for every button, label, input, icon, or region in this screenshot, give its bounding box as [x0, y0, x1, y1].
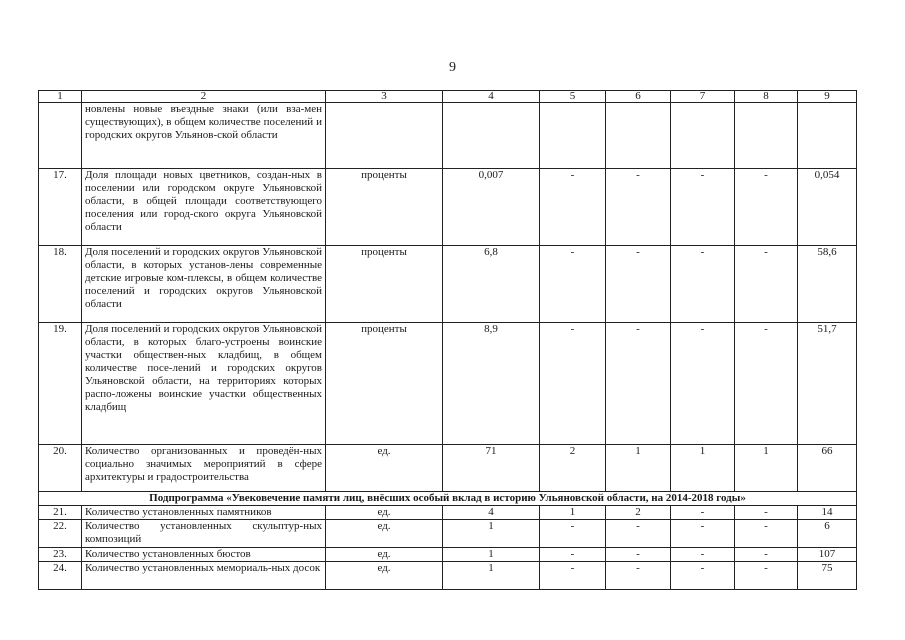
column-header: 3 [326, 91, 443, 103]
unit: ед. [326, 506, 443, 520]
page-number: 9 [449, 60, 456, 75]
table-row [39, 246, 857, 323]
indicator-name: Количество установленных бюстов [82, 548, 326, 562]
table-row [39, 169, 857, 246]
value-col-7: - [671, 323, 735, 445]
value-col-8: - [735, 562, 798, 590]
unit: ед. [326, 445, 443, 492]
indicator-name: Доля поселений и городских округов Ульяновской области, в которых благо-устроены воинские участки обществен-ных кладбищ, в общем количестве посе-лений и городских округов Ульяновской области, на территориях которых распо-ложены воинские участки общественных кладбищ [82, 323, 326, 445]
value-col-5: - [540, 169, 606, 246]
row-number: 21. [39, 506, 82, 520]
value-col-9: 58,6 [798, 246, 857, 323]
value-col-5: - [540, 548, 606, 562]
value-col-9 [798, 103, 857, 169]
indicator-name: Количество организованных и проведён-ных социально значимых мероприятий в сфере архитектуры и градостроительства [82, 445, 326, 492]
value-col-5: - [540, 520, 606, 548]
column-header: 4 [443, 91, 540, 103]
value-col-9: 66 [798, 445, 857, 492]
indicator-name: Доля площади новых цветников, создан-ных в поселении или городском округе Ульяновской области, в общей площади соответствующего поселения или город-ского округа Ульяновской области [82, 169, 326, 246]
unit: проценты [326, 323, 443, 445]
column-header: 8 [735, 91, 798, 103]
row-number: 19. [39, 323, 82, 445]
table-row [39, 506, 857, 520]
subprogram-title: Подпрограмма «Увековечение памяти лиц, внёсших особый вклад в историю Ульяновской области, на 2014-2018 годы» [39, 492, 857, 506]
table-row [39, 520, 857, 548]
column-header: 6 [606, 91, 671, 103]
unit: проценты [326, 169, 443, 246]
indicator-name: Доля поселений и городских округов Ульяновской области, в которых установ-лены современные детские игровые ком-плексы, в общем количестве поселений и городских округов Ульяновской области [82, 246, 326, 323]
value-col-8: - [735, 520, 798, 548]
value-col-6: - [606, 169, 671, 246]
value-col-4: 6,8 [443, 246, 540, 323]
subprogram-row [39, 492, 857, 506]
value-col-9: 0,054 [798, 169, 857, 246]
indicator-name: Количество установленных скульптур-ных композиций [82, 520, 326, 548]
value-col-5: - [540, 246, 606, 323]
value-col-8 [735, 103, 798, 169]
table-row [39, 103, 857, 169]
value-col-4: 71 [443, 445, 540, 492]
row-number: 22. [39, 520, 82, 548]
indicator-name: новлены новые въездные знаки (или вза-мен существующих), в общем количестве поселений и городских округов Ульянов-ской области [82, 103, 326, 169]
value-col-8: - [735, 548, 798, 562]
row-number: 18. [39, 246, 82, 323]
unit: проценты [326, 246, 443, 323]
value-col-9: 107 [798, 548, 857, 562]
row-number: 17. [39, 169, 82, 246]
value-col-8: - [735, 169, 798, 246]
column-number-row [39, 91, 857, 103]
value-col-5: 1 [540, 506, 606, 520]
value-col-8: 1 [735, 445, 798, 492]
value-col-6: - [606, 246, 671, 323]
value-col-9: 75 [798, 562, 857, 590]
value-col-5: - [540, 562, 606, 590]
value-col-7: - [671, 246, 735, 323]
value-col-8: - [735, 506, 798, 520]
value-col-7: 1 [671, 445, 735, 492]
indicator-name: Количество установленных памятников [82, 506, 326, 520]
value-col-7: - [671, 548, 735, 562]
unit: ед. [326, 548, 443, 562]
column-header: 9 [798, 91, 857, 103]
value-col-6: - [606, 548, 671, 562]
column-header: 5 [540, 91, 606, 103]
value-col-8: - [735, 323, 798, 445]
value-col-6: 1 [606, 445, 671, 492]
value-col-4: 4 [443, 506, 540, 520]
value-col-6: - [606, 562, 671, 590]
value-col-5 [540, 103, 606, 169]
value-col-7: - [671, 562, 735, 590]
table-row [39, 562, 857, 590]
row-number: 23. [39, 548, 82, 562]
value-col-4: 1 [443, 562, 540, 590]
value-col-4 [443, 103, 540, 169]
unit [326, 103, 443, 169]
value-col-4: 8,9 [443, 323, 540, 445]
value-col-6 [606, 103, 671, 169]
value-col-7: - [671, 169, 735, 246]
value-col-7 [671, 103, 735, 169]
value-col-6: 2 [606, 506, 671, 520]
value-col-7: - [671, 506, 735, 520]
table-row [39, 323, 857, 445]
value-col-6: - [606, 520, 671, 548]
value-col-4: 1 [443, 548, 540, 562]
column-header: 2 [82, 91, 326, 103]
value-col-7: - [671, 520, 735, 548]
value-col-5: 2 [540, 445, 606, 492]
value-col-9: 51,7 [798, 323, 857, 445]
indicators-table [38, 90, 857, 590]
unit: ед. [326, 520, 443, 548]
value-col-9: 14 [798, 506, 857, 520]
row-number: 20. [39, 445, 82, 492]
column-header: 7 [671, 91, 735, 103]
value-col-8: - [735, 246, 798, 323]
column-header: 1 [39, 91, 82, 103]
value-col-5: - [540, 323, 606, 445]
table-row [39, 445, 857, 492]
value-col-4: 0,007 [443, 169, 540, 246]
unit: ед. [326, 562, 443, 590]
row-number: 24. [39, 562, 82, 590]
value-col-9: 6 [798, 520, 857, 548]
table-row [39, 548, 857, 562]
row-number [39, 103, 82, 169]
indicator-name: Количество установленных мемориаль-ных досок [82, 562, 326, 590]
value-col-4: 1 [443, 520, 540, 548]
value-col-6: - [606, 323, 671, 445]
